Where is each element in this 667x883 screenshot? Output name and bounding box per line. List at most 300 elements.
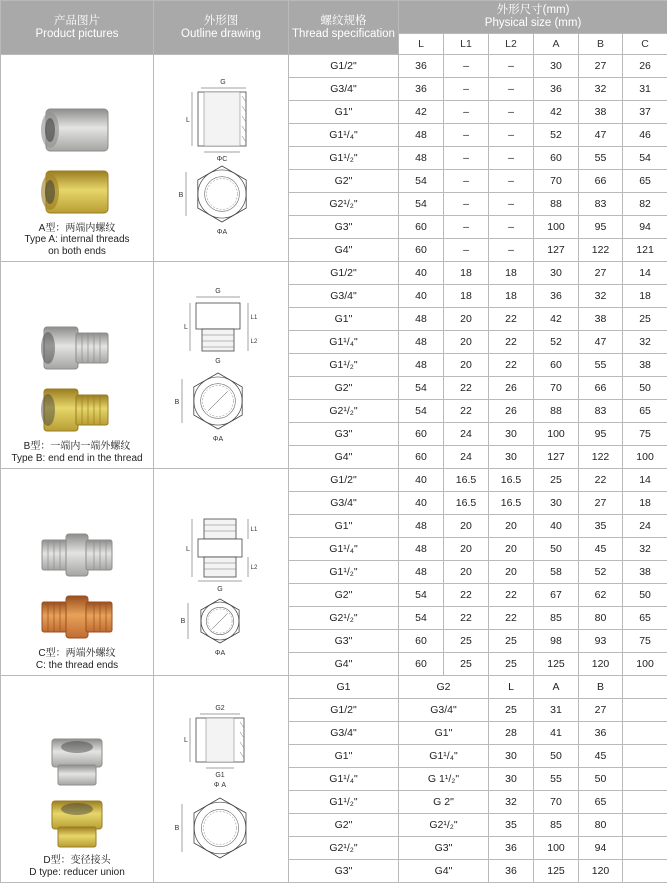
outline-drawing-cell — [154, 469, 289, 676]
product-picture-cell — [1, 469, 154, 676]
value-l1: 20 — [444, 354, 489, 377]
thread-spec: G1/2" — [289, 55, 399, 78]
drawing-label-l: L — [184, 324, 188, 331]
value-c: 32 — [623, 331, 667, 354]
value-l: 42 — [399, 101, 444, 124]
value-c: 46 — [623, 124, 667, 147]
value-l2: – — [489, 55, 534, 78]
caption-cn: C型：两端外螺纹 — [1, 648, 153, 660]
value-a: 70 — [534, 791, 579, 814]
value-a: 60 — [534, 147, 579, 170]
thread-spec: G1¹/₂" — [289, 147, 399, 170]
outline-drawing-cell — [154, 262, 289, 469]
value-l: 60 — [399, 653, 444, 676]
value-b: 120 — [579, 653, 623, 676]
value-a: 67 — [534, 584, 579, 607]
value-l2: 22 — [489, 354, 534, 377]
caption-en: Type B: end end in the thread — [1, 453, 153, 465]
thread-g1: G3" — [289, 860, 399, 883]
value-l: 54 — [399, 584, 444, 607]
d-header-b: B — [579, 676, 623, 699]
d-header-g2: G2 — [399, 676, 489, 699]
value-a: 52 — [534, 331, 579, 354]
value-l: 25 — [489, 699, 534, 722]
caption-cn: B型：一端内一端外螺纹 — [1, 441, 153, 453]
value-a: 52 — [534, 124, 579, 147]
value-a: 36 — [534, 285, 579, 308]
value-l2: – — [489, 216, 534, 239]
value-l: 35 — [489, 814, 534, 837]
drawing-label-phi_a: ΦA — [213, 436, 224, 443]
value-l2: 30 — [489, 423, 534, 446]
value-b: 22 — [579, 469, 623, 492]
caption-cn: D型：变径接头 — [1, 855, 153, 867]
value-b: 80 — [579, 814, 623, 837]
value-a: 60 — [534, 354, 579, 377]
product-photo — [1, 103, 153, 223]
value-l2: – — [489, 193, 534, 216]
value-l2: 16.5 — [489, 492, 534, 515]
value-a: 127 — [534, 446, 579, 469]
thread-spec: G3" — [289, 423, 399, 446]
thread-g1: G1¹/₂" — [289, 791, 399, 814]
col-header-a: A — [534, 34, 579, 55]
value-l2: 26 — [489, 377, 534, 400]
value-a: 85 — [534, 814, 579, 837]
value-a: 100 — [534, 216, 579, 239]
col-header-l2: L2 — [489, 34, 534, 55]
thread-spec: G1/2" — [289, 262, 399, 285]
value-c: 75 — [623, 630, 667, 653]
value-a: 30 — [534, 55, 579, 78]
value-a: 36 — [534, 78, 579, 101]
value-c: 38 — [623, 561, 667, 584]
value-c: 50 — [623, 377, 667, 400]
value-l: 40 — [399, 469, 444, 492]
value-c: 25 — [623, 308, 667, 331]
thread-spec: G2¹/₂" — [289, 193, 399, 216]
d-header-g1: G1 — [289, 676, 399, 699]
thread-spec: G1" — [289, 515, 399, 538]
thread-g1: G3/4" — [289, 722, 399, 745]
value-b: 36 — [579, 722, 623, 745]
thread-spec: G2¹/₂" — [289, 400, 399, 423]
value-l1: 25 — [444, 653, 489, 676]
value-c: 14 — [623, 469, 667, 492]
outline-drawing — [154, 479, 288, 666]
value-l2: 20 — [489, 561, 534, 584]
value-c: 18 — [623, 285, 667, 308]
value-l1: – — [444, 193, 489, 216]
thread-spec: G1" — [289, 308, 399, 331]
header-outline-drawing: 外形图 Outline drawing — [154, 1, 289, 55]
drawing-label-g2: G2 — [215, 705, 224, 712]
value-c: 75 — [623, 423, 667, 446]
value-l: 54 — [399, 377, 444, 400]
drawing-label-l: L — [184, 737, 188, 744]
value-l1: – — [444, 124, 489, 147]
value-b: 32 — [579, 78, 623, 101]
product-photo — [1, 528, 153, 648]
thread-g2: G1" — [399, 722, 489, 745]
table-row — [1, 676, 667, 699]
value-l2: – — [489, 147, 534, 170]
value-a: 30 — [534, 262, 579, 285]
value-l: 48 — [399, 354, 444, 377]
value-a: 42 — [534, 308, 579, 331]
value-l2: 20 — [489, 515, 534, 538]
thread-g2: G3/4" — [399, 699, 489, 722]
value-l1: 25 — [444, 630, 489, 653]
drawing-label-g: G — [215, 288, 220, 295]
value-l1: 20 — [444, 538, 489, 561]
value-c: 65 — [623, 170, 667, 193]
empty-cell — [623, 791, 667, 814]
drawing-label-g1: G1 — [215, 772, 224, 779]
outline-drawing-cell — [154, 55, 289, 262]
value-l: 36 — [489, 837, 534, 860]
value-b: 35 — [579, 515, 623, 538]
value-a: 58 — [534, 561, 579, 584]
value-b: 66 — [579, 170, 623, 193]
value-l2: 22 — [489, 607, 534, 630]
drawing-label-phi_a_spaced: Φ A — [214, 782, 227, 789]
value-l1: – — [444, 216, 489, 239]
thread-spec: G2" — [289, 377, 399, 400]
value-l1: – — [444, 101, 489, 124]
value-b: 50 — [579, 768, 623, 791]
value-l2: 22 — [489, 584, 534, 607]
value-c: 100 — [623, 653, 667, 676]
value-l1: – — [444, 239, 489, 262]
value-c: 65 — [623, 400, 667, 423]
value-c: 100 — [623, 446, 667, 469]
value-c: 82 — [623, 193, 667, 216]
value-l: 48 — [399, 538, 444, 561]
drawing-label-l: L — [186, 546, 190, 553]
value-b: 122 — [579, 446, 623, 469]
value-l2: 22 — [489, 308, 534, 331]
thread-spec: G2" — [289, 584, 399, 607]
value-a: 70 — [534, 170, 579, 193]
thread-spec: G3/4" — [289, 285, 399, 308]
value-l: 60 — [399, 630, 444, 653]
drawing-label-g: G — [215, 358, 220, 365]
value-l: 60 — [399, 423, 444, 446]
value-c: 65 — [623, 607, 667, 630]
value-a: 100 — [534, 837, 579, 860]
thread-spec: G3" — [289, 216, 399, 239]
value-l2: – — [489, 101, 534, 124]
table-row — [1, 55, 667, 78]
value-b: 65 — [579, 791, 623, 814]
value-l: 28 — [489, 722, 534, 745]
value-c: 38 — [623, 354, 667, 377]
value-l1: 24 — [444, 423, 489, 446]
value-a: 42 — [534, 101, 579, 124]
thread-spec: G1" — [289, 101, 399, 124]
value-c: 50 — [623, 584, 667, 607]
value-b: 47 — [579, 124, 623, 147]
value-b: 83 — [579, 193, 623, 216]
empty-cell — [623, 768, 667, 791]
thread-spec: G4" — [289, 239, 399, 262]
value-l2: 25 — [489, 630, 534, 653]
thread-g2: G3" — [399, 837, 489, 860]
drawing-label-g: G — [217, 586, 222, 593]
value-a: 30 — [534, 492, 579, 515]
value-a: 100 — [534, 423, 579, 446]
drawing-label-l1: L1 — [251, 315, 258, 321]
value-a: 70 — [534, 377, 579, 400]
value-c: 26 — [623, 55, 667, 78]
thread-spec: G1¹/₄" — [289, 331, 399, 354]
value-b: 94 — [579, 837, 623, 860]
value-l: 48 — [399, 308, 444, 331]
value-b: 38 — [579, 101, 623, 124]
value-b: 55 — [579, 354, 623, 377]
empty-cell — [623, 814, 667, 837]
value-b: 83 — [579, 400, 623, 423]
outline-drawing — [154, 72, 288, 245]
empty-cell — [623, 699, 667, 722]
value-l2: 22 — [489, 331, 534, 354]
value-c: 31 — [623, 78, 667, 101]
value-l2: – — [489, 239, 534, 262]
value-b: 80 — [579, 607, 623, 630]
col-header-l: L — [399, 34, 444, 55]
value-c: 54 — [623, 147, 667, 170]
d-header-empty — [623, 676, 667, 699]
value-l1: 20 — [444, 515, 489, 538]
value-b: 120 — [579, 860, 623, 883]
drawing-label-phi_c: ΦC — [217, 156, 228, 163]
value-l: 48 — [399, 515, 444, 538]
value-a: 127 — [534, 239, 579, 262]
value-a: 40 — [534, 515, 579, 538]
caption-en-2: on both ends — [1, 246, 153, 258]
value-l2: 18 — [489, 262, 534, 285]
value-a: 50 — [534, 538, 579, 561]
value-b: 45 — [579, 745, 623, 768]
value-l: 32 — [489, 791, 534, 814]
empty-cell — [623, 745, 667, 768]
value-c: 18 — [623, 492, 667, 515]
product-picture-cell — [1, 676, 154, 883]
value-l: 40 — [399, 285, 444, 308]
thread-spec: G3/4" — [289, 492, 399, 515]
value-l: 60 — [399, 216, 444, 239]
col-header-l1: L1 — [444, 34, 489, 55]
drawing-label-phi_a: ΦA — [215, 650, 226, 657]
value-a: 41 — [534, 722, 579, 745]
value-b: 27 — [579, 262, 623, 285]
value-b: 95 — [579, 423, 623, 446]
value-l: 54 — [399, 170, 444, 193]
thread-spec: G1¹/₂" — [289, 354, 399, 377]
thread-g1: G2¹/₂" — [289, 837, 399, 860]
drawing-label-phi_a: ΦA — [217, 229, 228, 236]
empty-cell — [623, 860, 667, 883]
value-b: 27 — [579, 699, 623, 722]
value-l1: 18 — [444, 262, 489, 285]
value-l2: 26 — [489, 400, 534, 423]
value-l1: 16.5 — [444, 469, 489, 492]
value-c: 37 — [623, 101, 667, 124]
value-a: 55 — [534, 768, 579, 791]
value-l1: 22 — [444, 584, 489, 607]
header-product-pictures: 产品图片 Product pictures — [1, 1, 154, 55]
thread-spec: G1¹/₄" — [289, 124, 399, 147]
value-l1: 22 — [444, 607, 489, 630]
thread-g2: G1¹/₄" — [399, 745, 489, 768]
value-b: 66 — [579, 377, 623, 400]
value-l1: – — [444, 170, 489, 193]
table-row — [1, 469, 667, 492]
drawing-label-b: B — [179, 192, 184, 199]
caption-en: C: the thread ends — [1, 660, 153, 672]
value-l: 48 — [399, 124, 444, 147]
value-l: 48 — [399, 561, 444, 584]
d-header-l: L — [489, 676, 534, 699]
value-a: 25 — [534, 469, 579, 492]
value-l1: 20 — [444, 331, 489, 354]
outline-drawing-cell — [154, 676, 289, 883]
thread-g1: G1/2" — [289, 699, 399, 722]
value-l: 48 — [399, 331, 444, 354]
drawing-label-b: B — [181, 618, 186, 625]
value-b: 122 — [579, 239, 623, 262]
thread-g1: G1" — [289, 745, 399, 768]
value-l: 54 — [399, 400, 444, 423]
value-l: 54 — [399, 193, 444, 216]
value-l: 40 — [399, 262, 444, 285]
value-l2: 18 — [489, 285, 534, 308]
value-l1: – — [444, 78, 489, 101]
value-l1: 20 — [444, 308, 489, 331]
outline-drawing — [154, 690, 288, 869]
value-b: 27 — [579, 55, 623, 78]
d-header-a: A — [534, 676, 579, 699]
value-b: 27 — [579, 492, 623, 515]
value-l: 60 — [399, 446, 444, 469]
value-l: 48 — [399, 147, 444, 170]
thread-spec: G2¹/₂" — [289, 607, 399, 630]
value-l2: 20 — [489, 538, 534, 561]
value-a: 50 — [534, 745, 579, 768]
thread-g2: G4" — [399, 860, 489, 883]
value-l1: – — [444, 147, 489, 170]
thread-spec: G3/4" — [289, 78, 399, 101]
value-l: 40 — [399, 492, 444, 515]
header-physical-size: 外形尺寸(mm) Physical size (mm) — [399, 1, 667, 34]
value-l1: 22 — [444, 377, 489, 400]
value-l2: – — [489, 124, 534, 147]
value-c: 32 — [623, 538, 667, 561]
value-l1: 20 — [444, 561, 489, 584]
drawing-label-b: B — [175, 399, 180, 406]
thread-spec: G3" — [289, 630, 399, 653]
value-l1: – — [444, 55, 489, 78]
table-row — [1, 262, 667, 285]
thread-g2: G 2" — [399, 791, 489, 814]
value-b: 55 — [579, 147, 623, 170]
thread-spec: G4" — [289, 653, 399, 676]
value-l2: – — [489, 170, 534, 193]
value-c: 121 — [623, 239, 667, 262]
value-b: 45 — [579, 538, 623, 561]
value-l1: 18 — [444, 285, 489, 308]
value-l: 36 — [399, 55, 444, 78]
thread-spec: G2" — [289, 170, 399, 193]
value-b: 52 — [579, 561, 623, 584]
drawing-label-b: B — [175, 825, 180, 832]
thread-spec: G1¹/₂" — [289, 561, 399, 584]
value-b: 38 — [579, 308, 623, 331]
thread-g1: G1¹/₄" — [289, 768, 399, 791]
value-l: 30 — [489, 745, 534, 768]
value-a: 98 — [534, 630, 579, 653]
drawing-label-l: L — [186, 117, 190, 124]
product-photo — [1, 735, 153, 855]
value-l: 54 — [399, 607, 444, 630]
value-l1: 24 — [444, 446, 489, 469]
value-b: 62 — [579, 584, 623, 607]
value-l1: 22 — [444, 400, 489, 423]
product-picture-cell — [1, 55, 154, 262]
value-a: 88 — [534, 193, 579, 216]
value-c: 14 — [623, 262, 667, 285]
drawing-label-l2: L2 — [251, 339, 258, 345]
value-a: 88 — [534, 400, 579, 423]
drawing-label-l1: L1 — [251, 527, 258, 533]
value-l2: 25 — [489, 653, 534, 676]
value-a: 125 — [534, 860, 579, 883]
value-a: 85 — [534, 607, 579, 630]
product-picture-cell — [1, 262, 154, 469]
value-b: 47 — [579, 331, 623, 354]
value-l: 30 — [489, 768, 534, 791]
value-l: 36 — [399, 78, 444, 101]
thread-g1: G2" — [289, 814, 399, 837]
drawing-label-l2: L2 — [251, 565, 258, 571]
value-l: 60 — [399, 239, 444, 262]
product-photo — [1, 321, 153, 441]
drawing-label-g: G — [220, 79, 225, 86]
value-a: 125 — [534, 653, 579, 676]
thread-g2: G 1¹/₂" — [399, 768, 489, 791]
thread-spec: G1/2" — [289, 469, 399, 492]
empty-cell — [623, 837, 667, 860]
thread-spec: G4" — [289, 446, 399, 469]
caption-en: D type: reducer union — [1, 867, 153, 879]
value-a: 31 — [534, 699, 579, 722]
value-l2: 30 — [489, 446, 534, 469]
empty-cell — [623, 722, 667, 745]
thread-g2: G2¹/₂" — [399, 814, 489, 837]
value-l2: 16.5 — [489, 469, 534, 492]
caption-cn: A型：两端内螺纹 — [1, 223, 153, 235]
thread-spec: G1¹/₄" — [289, 538, 399, 561]
value-l1: 16.5 — [444, 492, 489, 515]
value-b: 95 — [579, 216, 623, 239]
col-header-c: C — [623, 34, 667, 55]
col-header-b: B — [579, 34, 623, 55]
value-c: 24 — [623, 515, 667, 538]
outline-drawing — [154, 279, 288, 452]
value-c: 94 — [623, 216, 667, 239]
caption-en: Type A: internal threads — [1, 234, 153, 246]
